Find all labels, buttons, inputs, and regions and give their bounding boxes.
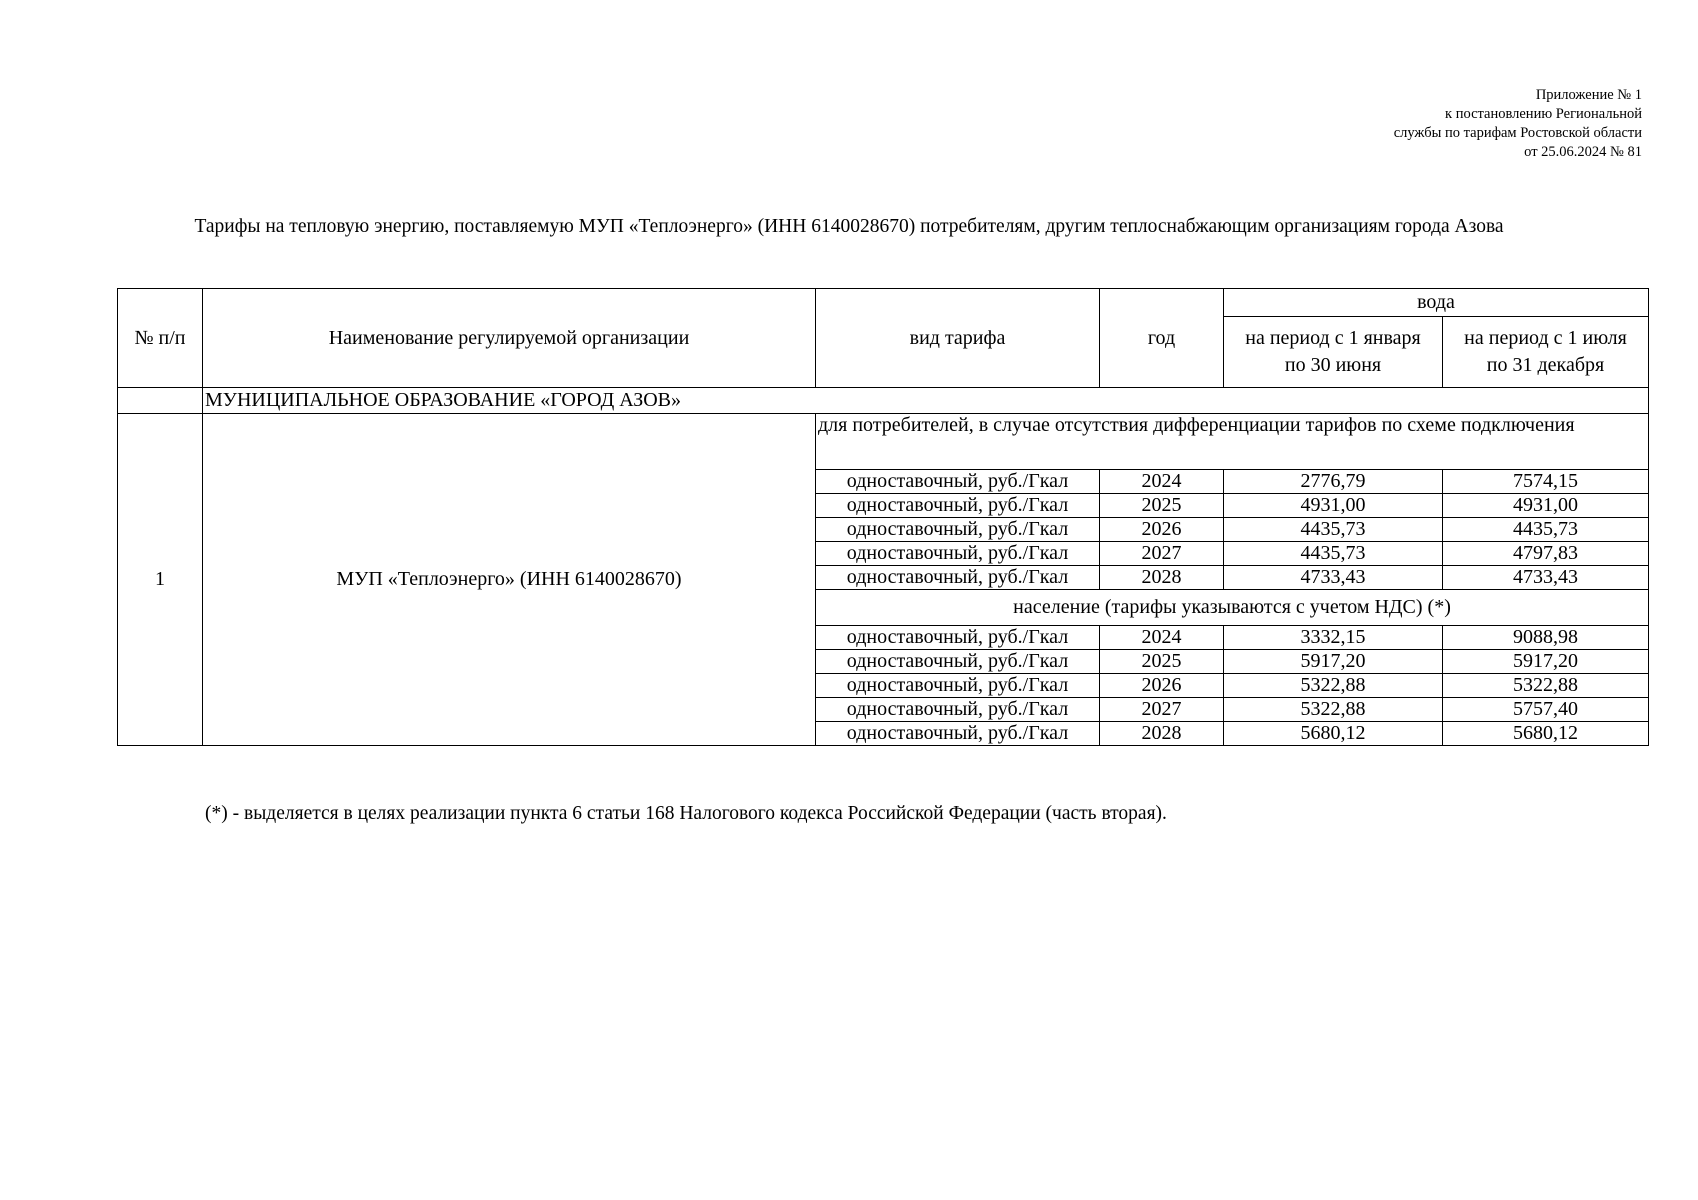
tariff-first-half-cell: 5680,12 <box>1224 722 1443 746</box>
header-period-first-half-line1: на период с 1 января <box>1245 327 1421 349</box>
tariff-second-half-cell: 4797,83 <box>1443 542 1649 566</box>
tariff-first-half-cell: 2776,79 <box>1224 470 1443 494</box>
document-title: Тарифы на тепловую энергию, поставляемую МУП «Теплоэнерго» (ИНН 6140028670) потребителям, другим теплоснабжающим организациям города Азова <box>194 216 1504 237</box>
tariff-second-half-cell: 7574,15 <box>1443 470 1649 494</box>
municipality-number-cell <box>118 388 203 414</box>
tariff-first-half-cell: 4435,73 <box>1224 518 1443 542</box>
year-cell: 2024 <box>1100 470 1224 494</box>
year-cell: 2026 <box>1100 518 1224 542</box>
tariff-table <box>117 288 1649 746</box>
year-cell: 2024 <box>1100 626 1224 650</box>
footnote: (*) - выделяется в целях реализации пункта 6 статьи 168 Налогового кодекса Российской Федерации (часть вторая). <box>205 803 1167 824</box>
tariff-first-half-cell: 5917,20 <box>1224 650 1443 674</box>
header-period-second-half <box>1443 317 1649 388</box>
tariff-type-cell: одноставочный, руб./Гкал <box>816 698 1100 722</box>
appendix-line: службы по тарифам Ростовской области <box>1393 125 1642 141</box>
tariff-first-half-cell: 3332,15 <box>1224 626 1443 650</box>
tariff-second-half-cell: 4435,73 <box>1443 518 1649 542</box>
appendix-line: от 25.06.2024 № 81 <box>1524 144 1642 160</box>
tariff-type-cell: одноставочный, руб./Гкал <box>816 626 1100 650</box>
tariff-type-cell: одноставочный, руб./Гкал <box>816 650 1100 674</box>
appendix-note <box>1394 86 1642 162</box>
header-number: № п/п <box>118 289 203 388</box>
year-cell: 2027 <box>1100 542 1224 566</box>
header-org-name: Наименование регулируемой организации <box>203 289 816 388</box>
appendix-line: к постановлению Региональной <box>1445 106 1642 122</box>
year-cell: 2027 <box>1100 698 1224 722</box>
section-heading: население (тарифы указываются с учетом НДС) (*) <box>816 590 1649 626</box>
tariff-type-cell: одноставочный, руб./Гкал <box>816 494 1100 518</box>
organization-name: МУП «Теплоэнерго» (ИНН 6140028670) <box>203 414 816 746</box>
year-cell: 2028 <box>1100 722 1224 746</box>
tariff-second-half-cell: 5322,88 <box>1443 674 1649 698</box>
section-heading: для потребителей, в случае отсутствия дифференциации тарифов по схеме подключения <box>816 414 1649 470</box>
header-period-first-half-line2: по 30 июня <box>1284 354 1382 376</box>
tariff-first-half-cell: 4931,00 <box>1224 494 1443 518</box>
tariff-type-cell: одноставочный, руб./Гкал <box>816 566 1100 590</box>
tariff-type-cell: одноставочный, руб./Гкал <box>816 674 1100 698</box>
tariff-second-half-cell: 4733,43 <box>1443 566 1649 590</box>
year-cell: 2025 <box>1100 650 1224 674</box>
header-tariff-type: вид тарифа <box>816 289 1100 388</box>
tariff-type-cell: одноставочный, руб./Гкал <box>816 470 1100 494</box>
year-cell: 2028 <box>1100 566 1224 590</box>
row-number: 1 <box>118 414 203 746</box>
header-period-second-half-line2: по 31 декабря <box>1486 354 1605 376</box>
tariff-type-cell: одноставочный, руб./Гкал <box>816 518 1100 542</box>
header-year: год <box>1100 289 1224 388</box>
tariff-second-half-cell: 5917,20 <box>1443 650 1649 674</box>
tariff-second-half-cell: 4931,00 <box>1443 494 1649 518</box>
municipality-row: МУНИЦИПАЛЬНОЕ ОБРАЗОВАНИЕ «ГОРОД АЗОВ» <box>203 388 1649 414</box>
tariff-second-half-cell: 5680,12 <box>1443 722 1649 746</box>
tariff-second-half-cell: 5757,40 <box>1443 698 1649 722</box>
appendix-line: Приложение № 1 <box>1535 87 1642 103</box>
tariff-type-cell: одноставочный, руб./Гкал <box>816 542 1100 566</box>
header-period-second-half-line1: на период с 1 июля <box>1464 327 1627 349</box>
year-cell: 2025 <box>1100 494 1224 518</box>
year-cell: 2026 <box>1100 674 1224 698</box>
tariff-second-half-cell: 9088,98 <box>1443 626 1649 650</box>
tariff-type-cell: одноставочный, руб./Гкал <box>816 722 1100 746</box>
header-water: вода <box>1224 289 1649 317</box>
tariff-first-half-cell: 4435,73 <box>1224 542 1443 566</box>
tariff-first-half-cell: 5322,88 <box>1224 674 1443 698</box>
tariff-first-half-cell: 4733,43 <box>1224 566 1443 590</box>
section-heading-row <box>118 414 1649 470</box>
tariff-first-half-cell: 5322,88 <box>1224 698 1443 722</box>
header-period-first-half <box>1224 317 1443 388</box>
